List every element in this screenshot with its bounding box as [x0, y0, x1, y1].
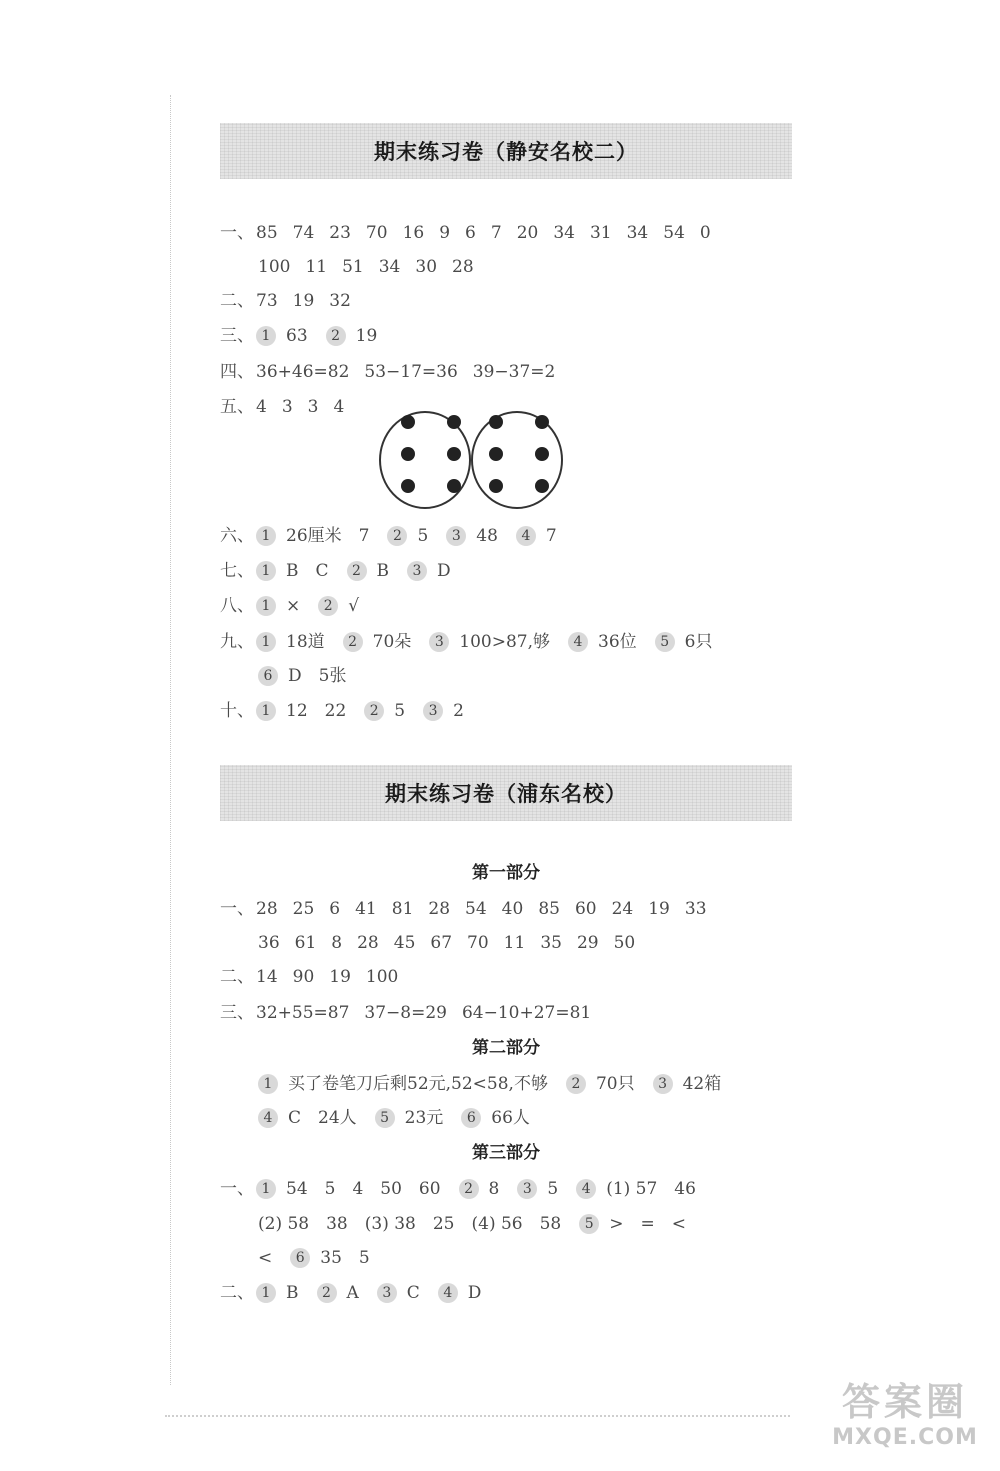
sub-question-number: 3 — [517, 1179, 537, 1199]
answer-value: 6 — [329, 899, 341, 919]
question-number: 三、 — [220, 326, 254, 346]
answer-line — [220, 591, 377, 621]
answer-value: 0 — [699, 223, 711, 243]
answer-value: 6 — [465, 223, 476, 243]
answer-line — [258, 252, 489, 282]
answer-value: 51 — [342, 257, 364, 277]
sub-question-number: 1 — [256, 1179, 276, 1199]
answer-value: 50 — [613, 933, 636, 953]
answer-line — [220, 962, 413, 992]
part2-heading: 第二部分 — [472, 1038, 540, 1058]
answer-value: 28 — [452, 257, 474, 277]
answer-value: 37−8=29 — [364, 1003, 447, 1023]
answer-value: 66人 — [491, 1108, 530, 1128]
question-number: 七、 — [220, 561, 254, 581]
watermark — [810, 1380, 1000, 1452]
answer-line — [220, 286, 366, 316]
answer-value: 36 — [258, 933, 280, 953]
answer-value: 85 — [256, 223, 278, 243]
answer-value: 18道 — [286, 632, 325, 652]
answer-value: 90 — [292, 967, 315, 987]
answer-value: 60 — [574, 899, 597, 919]
question-number: 三、 — [220, 1003, 254, 1023]
answer-value: 36位 — [598, 632, 637, 652]
sub-question-number: 1 — [256, 561, 276, 581]
sub-question-number: 2 — [318, 596, 338, 616]
sub-question-number: 2 — [343, 632, 363, 652]
sub-question-number: 1 — [256, 326, 276, 346]
sub-question-number: 5 — [655, 632, 675, 652]
answer-line — [220, 321, 395, 351]
sub-question-number: 1 — [256, 526, 276, 546]
answer-value: 16 — [402, 223, 425, 243]
answer-line — [220, 894, 722, 924]
sub-question-number: 2 — [566, 1074, 586, 1094]
answer-line — [258, 1069, 739, 1099]
sub-question-number: 1 — [256, 632, 276, 652]
sub-question-number: 2 — [326, 326, 346, 346]
question-number: 一、 — [220, 223, 254, 243]
answer-value: B — [286, 1283, 299, 1303]
answer-value: 2 — [453, 701, 464, 721]
answer-value: 19 — [292, 291, 315, 311]
answer-value: 3 — [281, 397, 293, 417]
answer-value: > = < — [609, 1214, 686, 1234]
answer-line — [220, 392, 359, 422]
answer-line — [258, 1209, 704, 1239]
answer-value: 6只 — [684, 632, 713, 652]
answer-value: D 5张 — [288, 666, 347, 686]
answer-value: 7 — [545, 526, 557, 546]
answer-line — [220, 627, 730, 657]
answer-value: (2) 58 38 (3) 38 25 (4) 56 58 — [258, 1214, 562, 1234]
answer-value: 8 — [488, 1179, 500, 1199]
answer-value: 36+46=82 — [256, 362, 350, 382]
answer-value: D — [467, 1283, 482, 1303]
sub-question-number: 6 — [461, 1108, 481, 1128]
answer-value: 54 — [465, 899, 487, 919]
answer-value: C — [406, 1283, 420, 1303]
watermark-line2: MXQE.COM — [832, 1425, 978, 1450]
answer-value: 45 — [393, 933, 416, 953]
answer-value: 70 — [467, 933, 489, 953]
question-number: 九、 — [220, 632, 254, 652]
sub-question-number: 6 — [290, 1248, 310, 1268]
answer-value: 9 — [439, 223, 451, 243]
sub-question-number: 4 — [258, 1108, 278, 1128]
answer-value: 19 — [648, 899, 670, 919]
answer-value: 买了卷笔刀后剩52元,52<58,不够 — [288, 1074, 548, 1094]
answer-value: 40 — [501, 899, 524, 919]
answer-line — [220, 1174, 714, 1204]
answer-value: 4 — [256, 397, 267, 417]
sub-question-number: 2 — [364, 701, 384, 721]
question-number: 二、 — [220, 967, 254, 987]
answer-value: 74 — [292, 223, 315, 243]
answer-value: 28 — [256, 899, 278, 919]
sub-question-number: 1 — [258, 1074, 278, 1094]
answer-value: 39−37=2 — [472, 362, 556, 382]
margin-divider — [170, 95, 171, 1385]
answer-value: < — [258, 1248, 273, 1268]
answer-value: 29 — [576, 933, 599, 953]
answer-value: 11 — [305, 257, 328, 277]
answer-value: 32 — [329, 291, 351, 311]
sub-question-number: 3 — [446, 526, 466, 546]
answer-value: 11 — [503, 933, 526, 953]
answer-value: B — [376, 561, 389, 581]
answer-value: 7 — [490, 223, 502, 243]
sub-question-number: 4 — [568, 632, 588, 652]
question-number: 一、 — [220, 899, 254, 919]
answer-value: 70朵 — [372, 632, 412, 652]
answer-value: 33 — [684, 899, 707, 919]
question-number: 一、 — [220, 1179, 254, 1199]
section1-title: 期末练习卷（静安名校二） — [374, 140, 638, 164]
part3-heading: 第三部分 — [472, 1143, 540, 1163]
answer-value: 85 — [538, 899, 560, 919]
answer-value: 35 — [540, 933, 562, 953]
answer-value: 24 — [611, 899, 634, 919]
answer-line — [220, 521, 575, 551]
sub-question-number: 2 — [459, 1179, 479, 1199]
question-number: 十、 — [220, 701, 254, 721]
sub-question-number: 1 — [256, 1283, 276, 1303]
sub-question-number: 1 — [256, 596, 276, 616]
answer-value: 34 — [553, 223, 575, 243]
answer-value: 31 — [589, 223, 612, 243]
answer-value: C 24人 — [288, 1108, 357, 1128]
answer-value: 4 — [333, 397, 345, 417]
sub-question-number: 5 — [579, 1214, 599, 1234]
answer-line — [258, 1243, 388, 1273]
answer-value: 54 5 4 50 60 — [286, 1179, 441, 1199]
question-number: 八、 — [220, 596, 254, 616]
answer-value: 14 — [256, 967, 278, 987]
answer-value: √ — [348, 596, 360, 616]
watermark-line1: 答案圈 — [841, 1380, 968, 1424]
sub-question-number: 3 — [429, 632, 449, 652]
answer-value: B C — [286, 561, 329, 581]
answer-value: 73 — [256, 291, 278, 311]
right-group-oval — [472, 412, 562, 508]
answer-value: 23元 — [404, 1108, 444, 1128]
dots — [401, 415, 549, 493]
answer-value: 20 — [516, 223, 539, 243]
answer-value: A — [346, 1283, 359, 1303]
answer-value: 28 — [428, 899, 451, 919]
sub-question-number: 1 — [256, 701, 276, 721]
sub-question-number: 4 — [438, 1283, 458, 1303]
answer-value: 19 — [355, 326, 378, 346]
answer-value: 100 — [365, 967, 399, 987]
sub-question-number: 3 — [653, 1074, 673, 1094]
answer-value: 70 — [365, 223, 388, 243]
answer-value: 54 — [663, 223, 685, 243]
answer-value: (1) 57 46 — [606, 1179, 696, 1199]
answer-value: 64−10+27=81 — [461, 1003, 592, 1023]
sub-question-number: 4 — [576, 1179, 596, 1199]
answer-line — [220, 696, 482, 726]
answer-line — [220, 218, 726, 248]
question-number: 二、 — [220, 1283, 254, 1303]
sub-question-number: 4 — [516, 526, 536, 546]
answer-value: 30 — [415, 257, 438, 277]
answer-value: 34 — [626, 223, 649, 243]
answer-value: 61 — [294, 933, 317, 953]
answer-value: 67 — [430, 933, 453, 953]
answer-value: 23 — [329, 223, 351, 243]
section1-banner — [220, 123, 792, 179]
answer-line — [258, 661, 364, 691]
answer-line — [258, 1103, 548, 1133]
answer-value: 70只 — [595, 1074, 635, 1094]
sub-question-number: 3 — [423, 701, 443, 721]
section2-banner — [220, 765, 792, 821]
answer-value: 48 — [476, 526, 498, 546]
question-number: 五、 — [220, 397, 254, 417]
answer-value: 28 — [357, 933, 379, 953]
answer-value: 34 — [378, 257, 401, 277]
question-number: 四、 — [220, 362, 254, 382]
answer-value: 12 22 — [286, 701, 347, 721]
answer-value: 8 — [331, 933, 343, 953]
answer-value: 32+55=87 — [256, 1003, 350, 1023]
answer-value: 19 — [329, 967, 351, 987]
question-number: 二、 — [220, 291, 254, 311]
answer-value: 100 — [258, 257, 291, 277]
answer-line — [258, 928, 650, 958]
answer-value: 25 — [292, 899, 315, 919]
answer-value: 42箱 — [682, 1074, 722, 1094]
answer-value: 3 — [307, 397, 319, 417]
dot-groups-figure — [378, 410, 564, 510]
answer-value: 5 — [417, 526, 429, 546]
answer-value: 81 — [391, 899, 414, 919]
answer-value: 41 — [355, 899, 377, 919]
answer-value: D — [437, 561, 451, 581]
answer-value: 35 5 — [320, 1248, 370, 1268]
answer-value: 100>87,够 — [459, 632, 551, 652]
answer-value: 26厘米 7 — [286, 526, 370, 546]
answer-value: 63 — [286, 326, 308, 346]
sub-question-number: 6 — [258, 666, 278, 686]
answer-value: × — [286, 596, 301, 616]
sub-question-number: 3 — [377, 1283, 397, 1303]
sub-question-number: 2 — [387, 526, 407, 546]
answer-line — [220, 357, 570, 387]
sub-question-number: 2 — [317, 1283, 337, 1303]
answer-value: 5 — [547, 1179, 559, 1199]
sub-question-number: 3 — [407, 561, 427, 581]
answer-line — [220, 1278, 499, 1308]
bottom-divider — [165, 1415, 790, 1417]
section2-title: 期末练习卷（浦东名校） — [385, 782, 627, 806]
answer-value: 53−17=36 — [364, 362, 458, 382]
part1-heading: 第一部分 — [472, 863, 540, 883]
answer-line — [220, 998, 606, 1028]
question-number: 六、 — [220, 526, 254, 546]
answer-value: 5 — [394, 701, 406, 721]
answer-line — [220, 556, 469, 586]
sub-question-number: 5 — [375, 1108, 395, 1128]
sub-question-number: 2 — [347, 561, 367, 581]
